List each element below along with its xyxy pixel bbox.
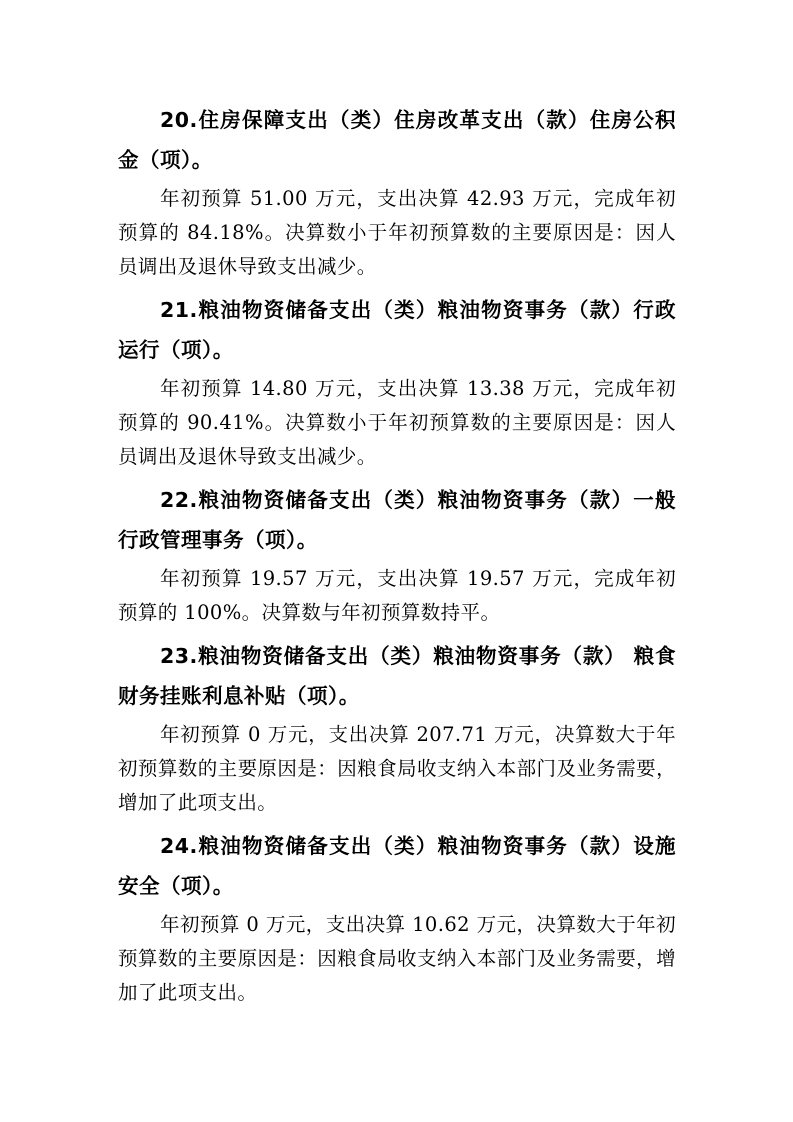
section-body-22: 年初预算 19.57 万元，支出决算 19.57 万元，完成年初预算的 100%。决算数与年初预算数持平。 [118, 567, 676, 624]
section-body-23: 年初预算 0 万元，支出决算 207.71 万元，决算数大于年初预算数的主要原因是：因粮食局收支纳入本部门及业务需要，增加了此项支出。 [118, 723, 676, 814]
section-heading-23: 23.粮油物资储备支出（类）粮油物资事务（款） 粮食财务挂账利息补贴（项）。 [118, 644, 676, 708]
section-body-20: 年初预算 51.00 万元，支出决算 42.93 万元，完成年初预算的 84.18%。决算数小于年初预算数的主要原因是：因人员调出及退休导致支出减少。 [118, 187, 676, 278]
section-heading-20: 20.住房保障支出（类）住房改革支出（款）住房公积金（项）。 [118, 108, 676, 172]
section-body-21: 年初预算 14.80 万元，支出决算 13.38 万元，完成年初预算的 90.41%。决算数小于年初预算数的主要原因是：因人员调出及退休导致支出减少。 [118, 377, 676, 468]
document-content [118, 100, 676, 1016]
section-body-24: 年初预算 0 万元，支出决算 10.62 万元，决算数大于年初预算数的主要原因是：因粮食局收支纳入本部门及业务需要，增加了此项支出。 [118, 913, 676, 1004]
section-heading-22: 22.粮油物资储备支出（类）粮油物资事务（款）一般行政管理事务（项）。 [118, 488, 676, 552]
section-heading-24: 24.粮油物资储备支出（类）粮油物资事务（款）设施安全（项）。 [118, 834, 676, 898]
section-heading-21: 21.粮油物资储备支出（类）粮油物资事务（款）行政运行（项）。 [118, 298, 676, 362]
